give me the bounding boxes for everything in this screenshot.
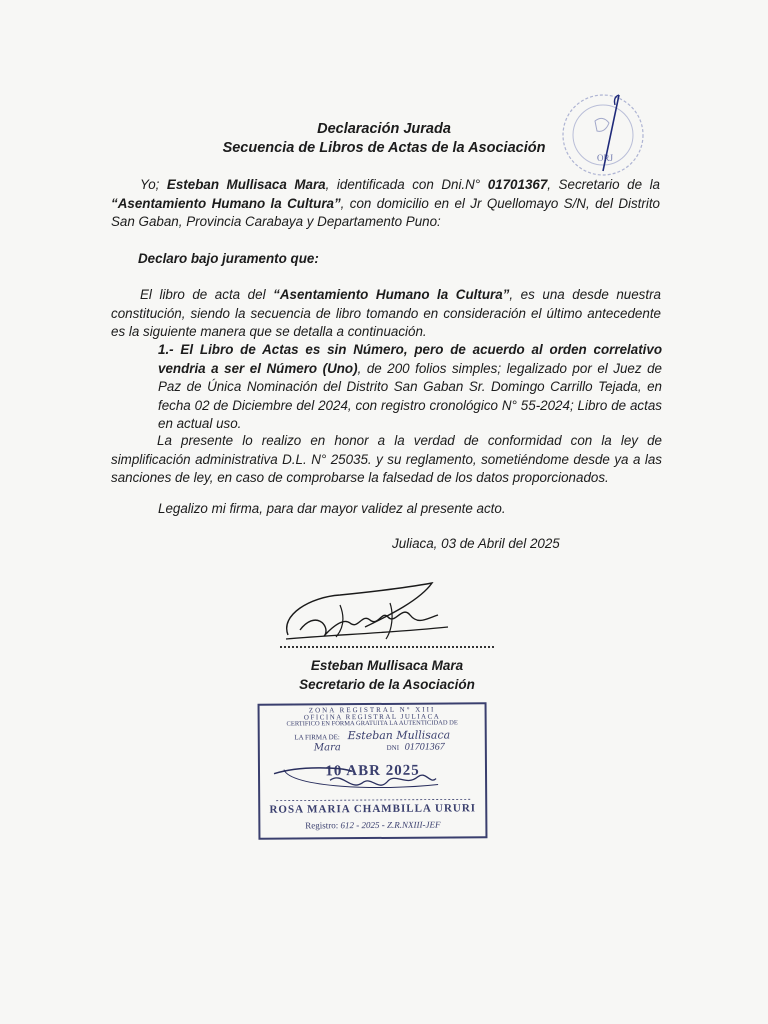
stamp-dni-value: 01701367 [404,741,445,753]
handwritten-signature [270,575,470,650]
seal-text: ORJ [597,153,614,163]
signatory-role: Secretario de la Asociación [299,677,475,692]
association-name: “Asentamiento Humano la Cultura” [111,195,341,211]
stamp-registro-value: 612 - 2025 - Z.R.NXIII-JEF [340,819,441,831]
intro-domicilio: , con domicilio en el Jr Quellomayo S/N, del Distrito San Gaban, Provincia Carabaya y Departamento Puno: [111,195,660,229]
intro-yo: Yo; [140,177,167,192]
intro-cargo: , Secretario de la [547,177,660,192]
libro-association: “Asentamiento Humano la Cultura” [273,287,510,302]
stamp-firma-value2: Mara [313,742,341,754]
certification-stamp [258,702,488,840]
libro-pre: El libro de acta del [140,287,274,302]
stamp-firma-label: LA FIRMA DE: [294,733,340,742]
stamp-oficina: OFICINA REGISTRAL JULIACA [303,712,441,722]
stamp-date: 10 ABR 2025 [325,762,420,780]
libro-post: , es una desde nuestra constitución, siendo la secuencia de libro tomando en consideración el último antecedente es la siguiente manera que se detalla a continuación. [111,287,661,339]
signature-line [280,646,494,648]
item-1-lead: 1.- El Libro de Actas es sin Número, pero de acuerdo al orden correlativo vendria a ser el Número (Uno) [158,342,662,376]
stamp-signature [260,704,486,838]
stamp-cert: CERTIFICO EN FORMA GRATUITA LA AUTENTICIDAD DE [286,719,458,728]
document-subtitle: Secuencia de Libros de Actas de la Asociación [222,140,546,156]
stamp-notary-name: ROSA MARIA CHAMBILLA URURI [269,802,477,816]
legalizo-line: Legalizo mi firma, para dar mayor validez al presente acto. [158,501,506,516]
declaro-heading: Declaro bajo juramento que: [138,251,319,266]
place-date: Juliaca, 03 de Abril del 2025 [392,536,560,551]
stamp-firma-value: Esteban Mullisaca [347,728,451,743]
stamp-registro-label: Registro: [305,820,339,831]
intro-ident: , identificada con Dni.N° [325,177,488,192]
honor-paragraph: La presente lo realizo en honor a la verdad de conformidad con la ley de simplificación administrativa D.L. N° 25035. y su reglamento, sometiéndome desde ya a las sanciones de ley, en caso de comprobarse la falsedad de los datos proporcionados. [111,433,662,485]
declarant-name: Esteban Mullisaca Mara [166,177,326,192]
stamp-registro [260,819,485,831]
stamp-zona: ZONA REGISTRAL N° XIII [308,705,436,715]
document-title: Declaración Jurada [317,121,451,137]
item-1-rest: , de 200 folios simples; legalizado por el Juez de Paz de Única Nominación del Distrito San Gaban Sr. Domingo Carrillo Tejada, en fecha 02 de Diciembre del 2024, con registro cronológico N° 55-2024; Libro de actas en actual uso. [158,360,662,431]
stamp-dni-label: DNI [386,743,400,752]
item-1-paragraph [158,341,662,434]
libro-paragraph [111,286,661,342]
intro-paragraph [111,176,660,232]
signatory-name: Esteban Mullisaca Mara [310,658,464,673]
declarant-dni: 01701367 [487,177,548,192]
